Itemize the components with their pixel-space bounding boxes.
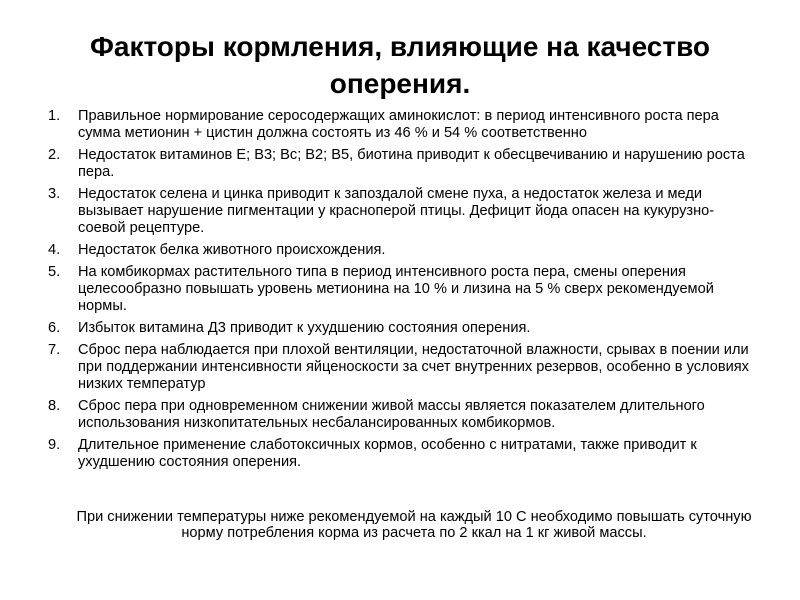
list-item xyxy=(48,398,760,432)
list-item xyxy=(48,342,760,393)
list-item-number: 2. xyxy=(48,147,61,163)
list-item xyxy=(48,437,760,471)
factors-list xyxy=(48,108,760,476)
list-item-text: На комбикормах растительного типа в период интенсивного роста пера, смены оперения целесообразно повышать уровень метионина на 10 % и лизина на 5 % сверх рекомендуемой нормы. xyxy=(78,264,714,314)
list-item-text: Длительное применение слаботоксичных кормов, особенно с нитратами, также приводит к ухудшению состояния оперения. xyxy=(78,437,697,470)
list-item-number: 9. xyxy=(48,437,61,453)
footnote: При снижении температуры ниже рекомендуемой на каждый 10 С необходимо повышать суточную норму потребления корма из расчета по 2 ккал на 1 кг живой массы. xyxy=(76,509,752,541)
list-item-number: 5. xyxy=(48,264,61,280)
list-item xyxy=(48,264,760,315)
list-item-number: 8. xyxy=(48,398,61,414)
list-item xyxy=(48,108,760,142)
list-item xyxy=(48,147,760,181)
list-item-text: Недостаток селена и цинка приводит к запоздалой смене пуха, а недостаток железа и меди вызывает нарушение пигментации у красноперой птицы. Дефицит йода опасен на кукурузно-соевой рецептуре. xyxy=(78,186,715,236)
list-item-text: Избыток витамина Д3 приводит к ухудшению состояния оперения. xyxy=(78,320,531,336)
list-item-text: Правильное нормирование серосодержащих аминокислот: в период интенсивного роста пера сумма метионин + цистин должна состоять из 46 % и 54 % соответственно xyxy=(78,108,719,141)
list-item xyxy=(48,320,760,337)
list-item-text: Недостаток белка животного происхождения. xyxy=(78,242,386,258)
list-item-text: Сброс пера при одновременном снижении живой массы является показателем длительного использования низкопитательных несбалансированных комбикормов. xyxy=(78,398,705,431)
list-item-text: Недостаток витаминов Е; В3; Вс; В2; В5, биотина приводит к обесцвечиванию и нарушению роста пера. xyxy=(78,147,745,180)
list-item-number: 6. xyxy=(48,320,61,336)
list-item-text: Сброс пера наблюдается при плохой вентиляции, недостаточной влажности, срывах в поении или при поддержании интенсивности яйценоскости за счет внутренних резервов, особенно в условиях низких температур xyxy=(78,342,749,392)
list-item xyxy=(48,242,760,259)
list-item-number: 1. xyxy=(48,108,61,124)
list-item-number: 7. xyxy=(48,342,61,358)
list-item-number: 3. xyxy=(48,186,61,202)
list-item xyxy=(48,186,760,237)
list-item-number: 4. xyxy=(48,242,61,258)
slide-title: Факторы кормления, влияющие на качество оперения. xyxy=(89,31,711,99)
